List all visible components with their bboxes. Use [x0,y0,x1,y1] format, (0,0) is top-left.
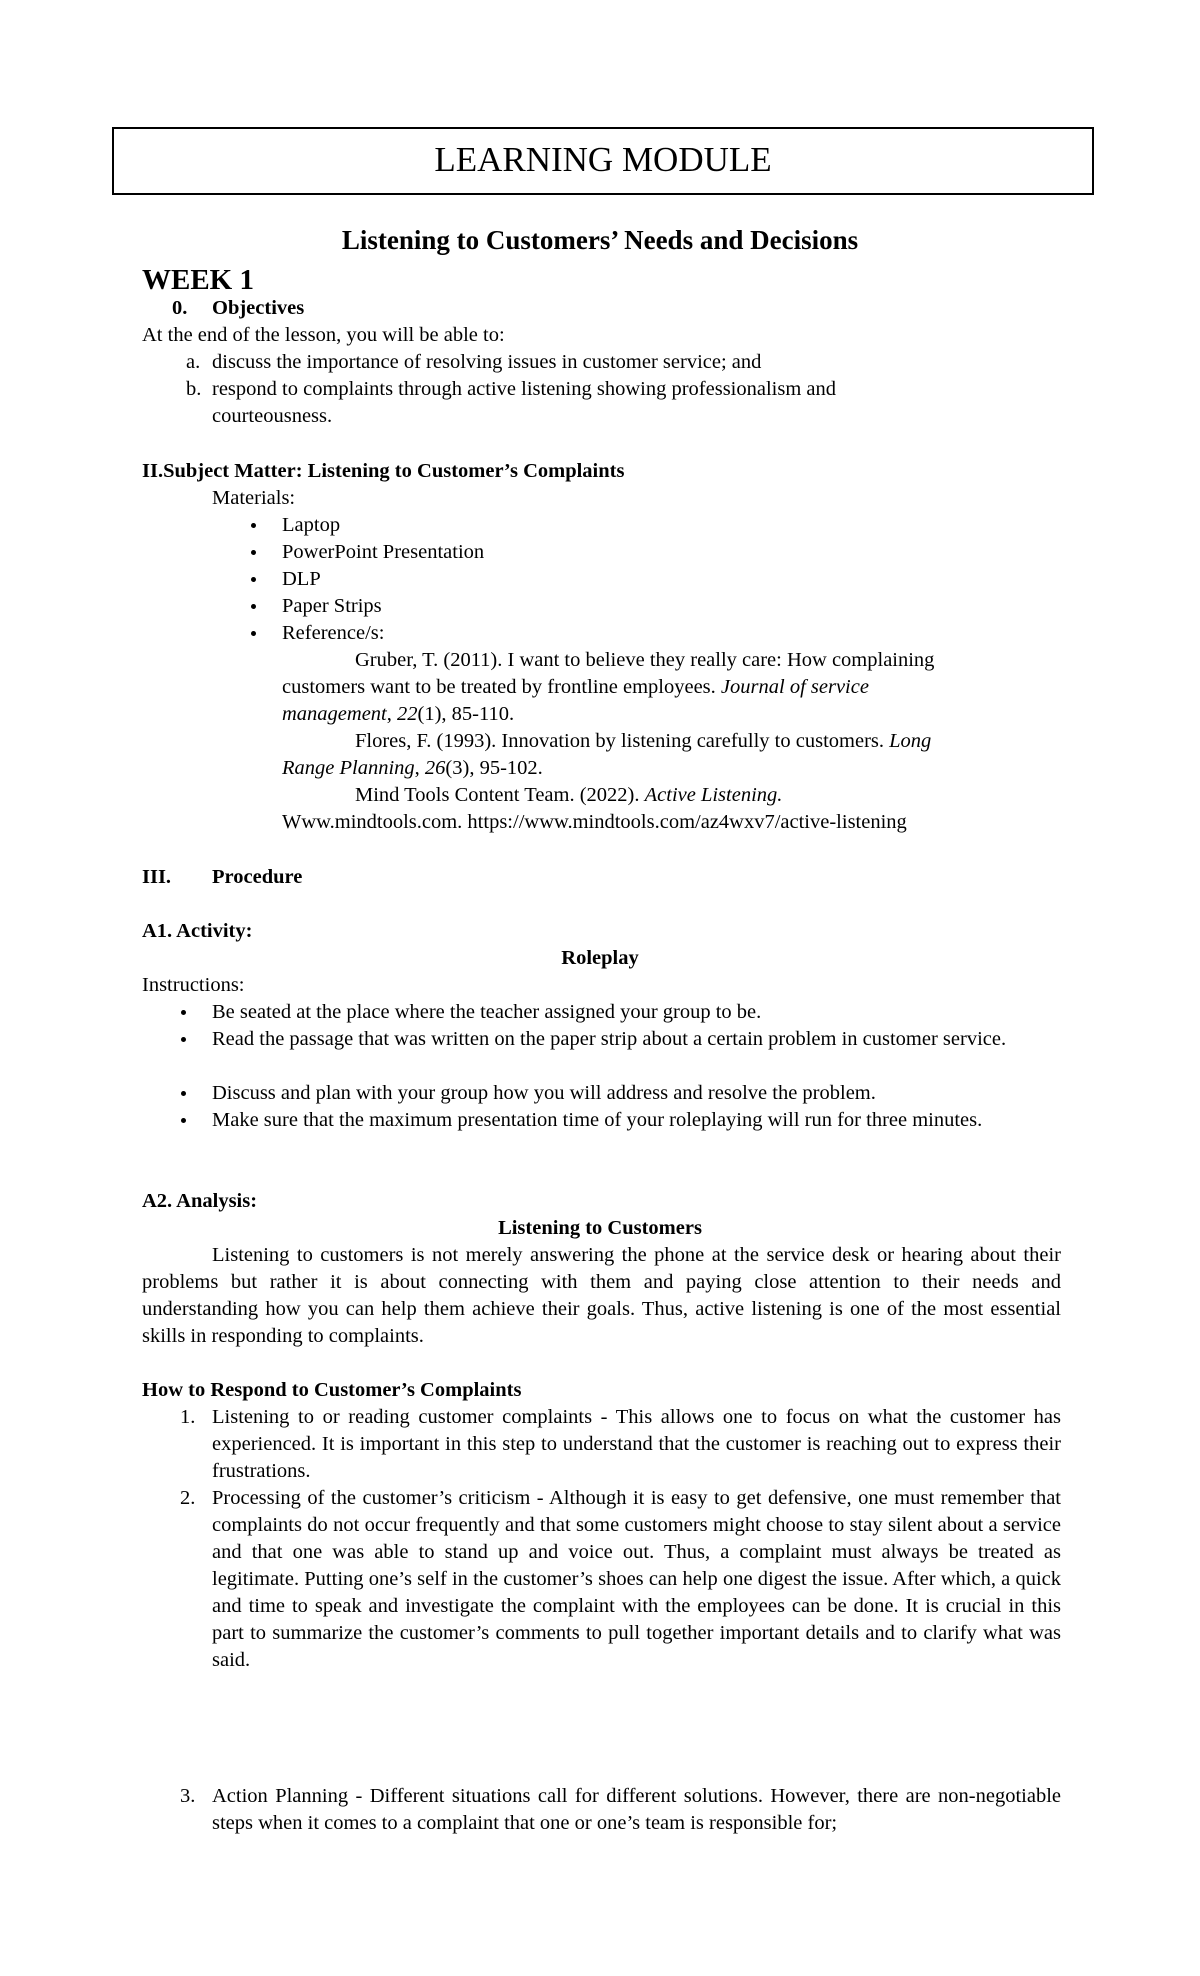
respond-step: Processing of the customer’s criticism - Although it is easy to get defensive, one must remember that complaints do not occur frequently and that some customers might choose to stay silent about a service and that one was able to stand up and voice out. Thus, a complaint must always be treated as legitimate. Putting one’s self in the customer’s shoes can help one digest the issue. After which, a quick and time to speak and investigate the complaint with the employees can be done. It is crucial in this part to summarize the customer’s comments to pull together important details and to clarify what was said. [212,1487,1061,1671]
module-title: LEARNING MODULE [434,140,772,179]
instruction-item: Read the passage that was written on the paper strip about a certain problem in customer service. [212,1028,1007,1050]
reference-line: customers want to be treated by frontline employees. Journal of service [282,676,869,698]
material-item: PowerPoint Presentation [282,541,485,563]
reference-line: Www.mindtools.com. https://www.mindtools.com/az4wxv7/active-listening [282,811,907,833]
reference-line: Gruber, T. (2011). I want to believe they really care: How complaining [355,649,935,671]
analysis-paragraph: Listening to customers is not merely answering the phone at the service desk or hearing about their problems but rather it is about connecting with them and paying close attention to their needs and understanding how you can help them achieve their goals. Thus, active listening is one of the most essential skills in responding to complaints. [142,1244,1061,1347]
list-marker: 3. [180,1785,196,1807]
objectives-heading: Objectives [212,297,305,319]
material-item: Laptop [282,514,341,536]
bullet-icon [181,1010,186,1015]
procedure-heading: Procedure [212,866,303,888]
objective-text: respond to complaints through active listening showing professionalism and [212,378,837,400]
bullet-icon [251,631,256,636]
bullet-icon [251,577,256,582]
week-heading: WEEK 1 [142,264,254,296]
material-item: Paper Strips [282,595,382,617]
bullet-icon [251,604,256,609]
respond-heading: How to Respond to Customer’s Complaints [142,1379,522,1401]
respond-step: Listening to or reading customer complaints - This allows one to focus on what the customer has experienced. It is important in this step to understand that the customer is reaching out to express their frustrations. [212,1406,1061,1482]
reference-line: Flores, F. (1993). Innovation by listening carefully to customers. Long [355,730,932,752]
bullet-icon [251,550,256,555]
bullet-icon [181,1037,186,1042]
reference-line: Mind Tools Content Team. (2022). Active Listening. [355,784,783,806]
procedure-number: III. [142,866,172,888]
instruction-item: Make sure that the maximum presentation time of your roleplaying will run for three minutes. [212,1109,983,1131]
module-title-box [112,127,1094,195]
list-marker: 2. [180,1487,196,1509]
subject-matter-heading: II.Subject Matter: Listening to Customer’s Complaints [142,460,625,482]
instruction-item: Discuss and plan with your group how you will address and resolve the problem. [212,1082,876,1104]
activity-title: Roleplay [561,947,639,969]
respond-step: Action Planning - Different situations call for different solutions. However, there are non-negotiable steps when it comes to a complaint that one or one’s team is responsible for; [212,1785,1061,1834]
analysis-heading: A2. Analysis: [142,1190,258,1212]
objectives-intro: At the end of the lesson, you will be able to: [142,324,505,346]
objective-marker: b. [186,378,202,400]
objectives-number: 0. [172,297,188,319]
instructions-label: Instructions: [142,974,245,996]
objective-text-continued: courteousness. [212,405,333,427]
objective-marker: a. [186,351,201,373]
material-item: DLP [282,568,321,590]
material-item: Reference/s: [282,622,385,644]
activity-heading: A1. Activity: [142,920,253,942]
lesson-title: Listening to Customers’ Needs and Decisions [341,225,859,255]
materials-label: Materials: [212,487,296,509]
reference-line: management, 22(1), 85-110. [282,703,515,725]
objective-text: discuss the importance of resolving issues in customer service; and [212,351,762,373]
analysis-title: Listening to Customers [498,1217,702,1239]
bullet-icon [181,1091,186,1096]
instruction-item: Be seated at the place where the teacher assigned your group to be. [212,1001,762,1023]
bullet-icon [251,523,256,528]
list-marker: 1. [180,1406,196,1428]
bullet-icon [181,1118,186,1123]
reference-line: Range Planning, 26(3), 95-102. [282,757,543,779]
